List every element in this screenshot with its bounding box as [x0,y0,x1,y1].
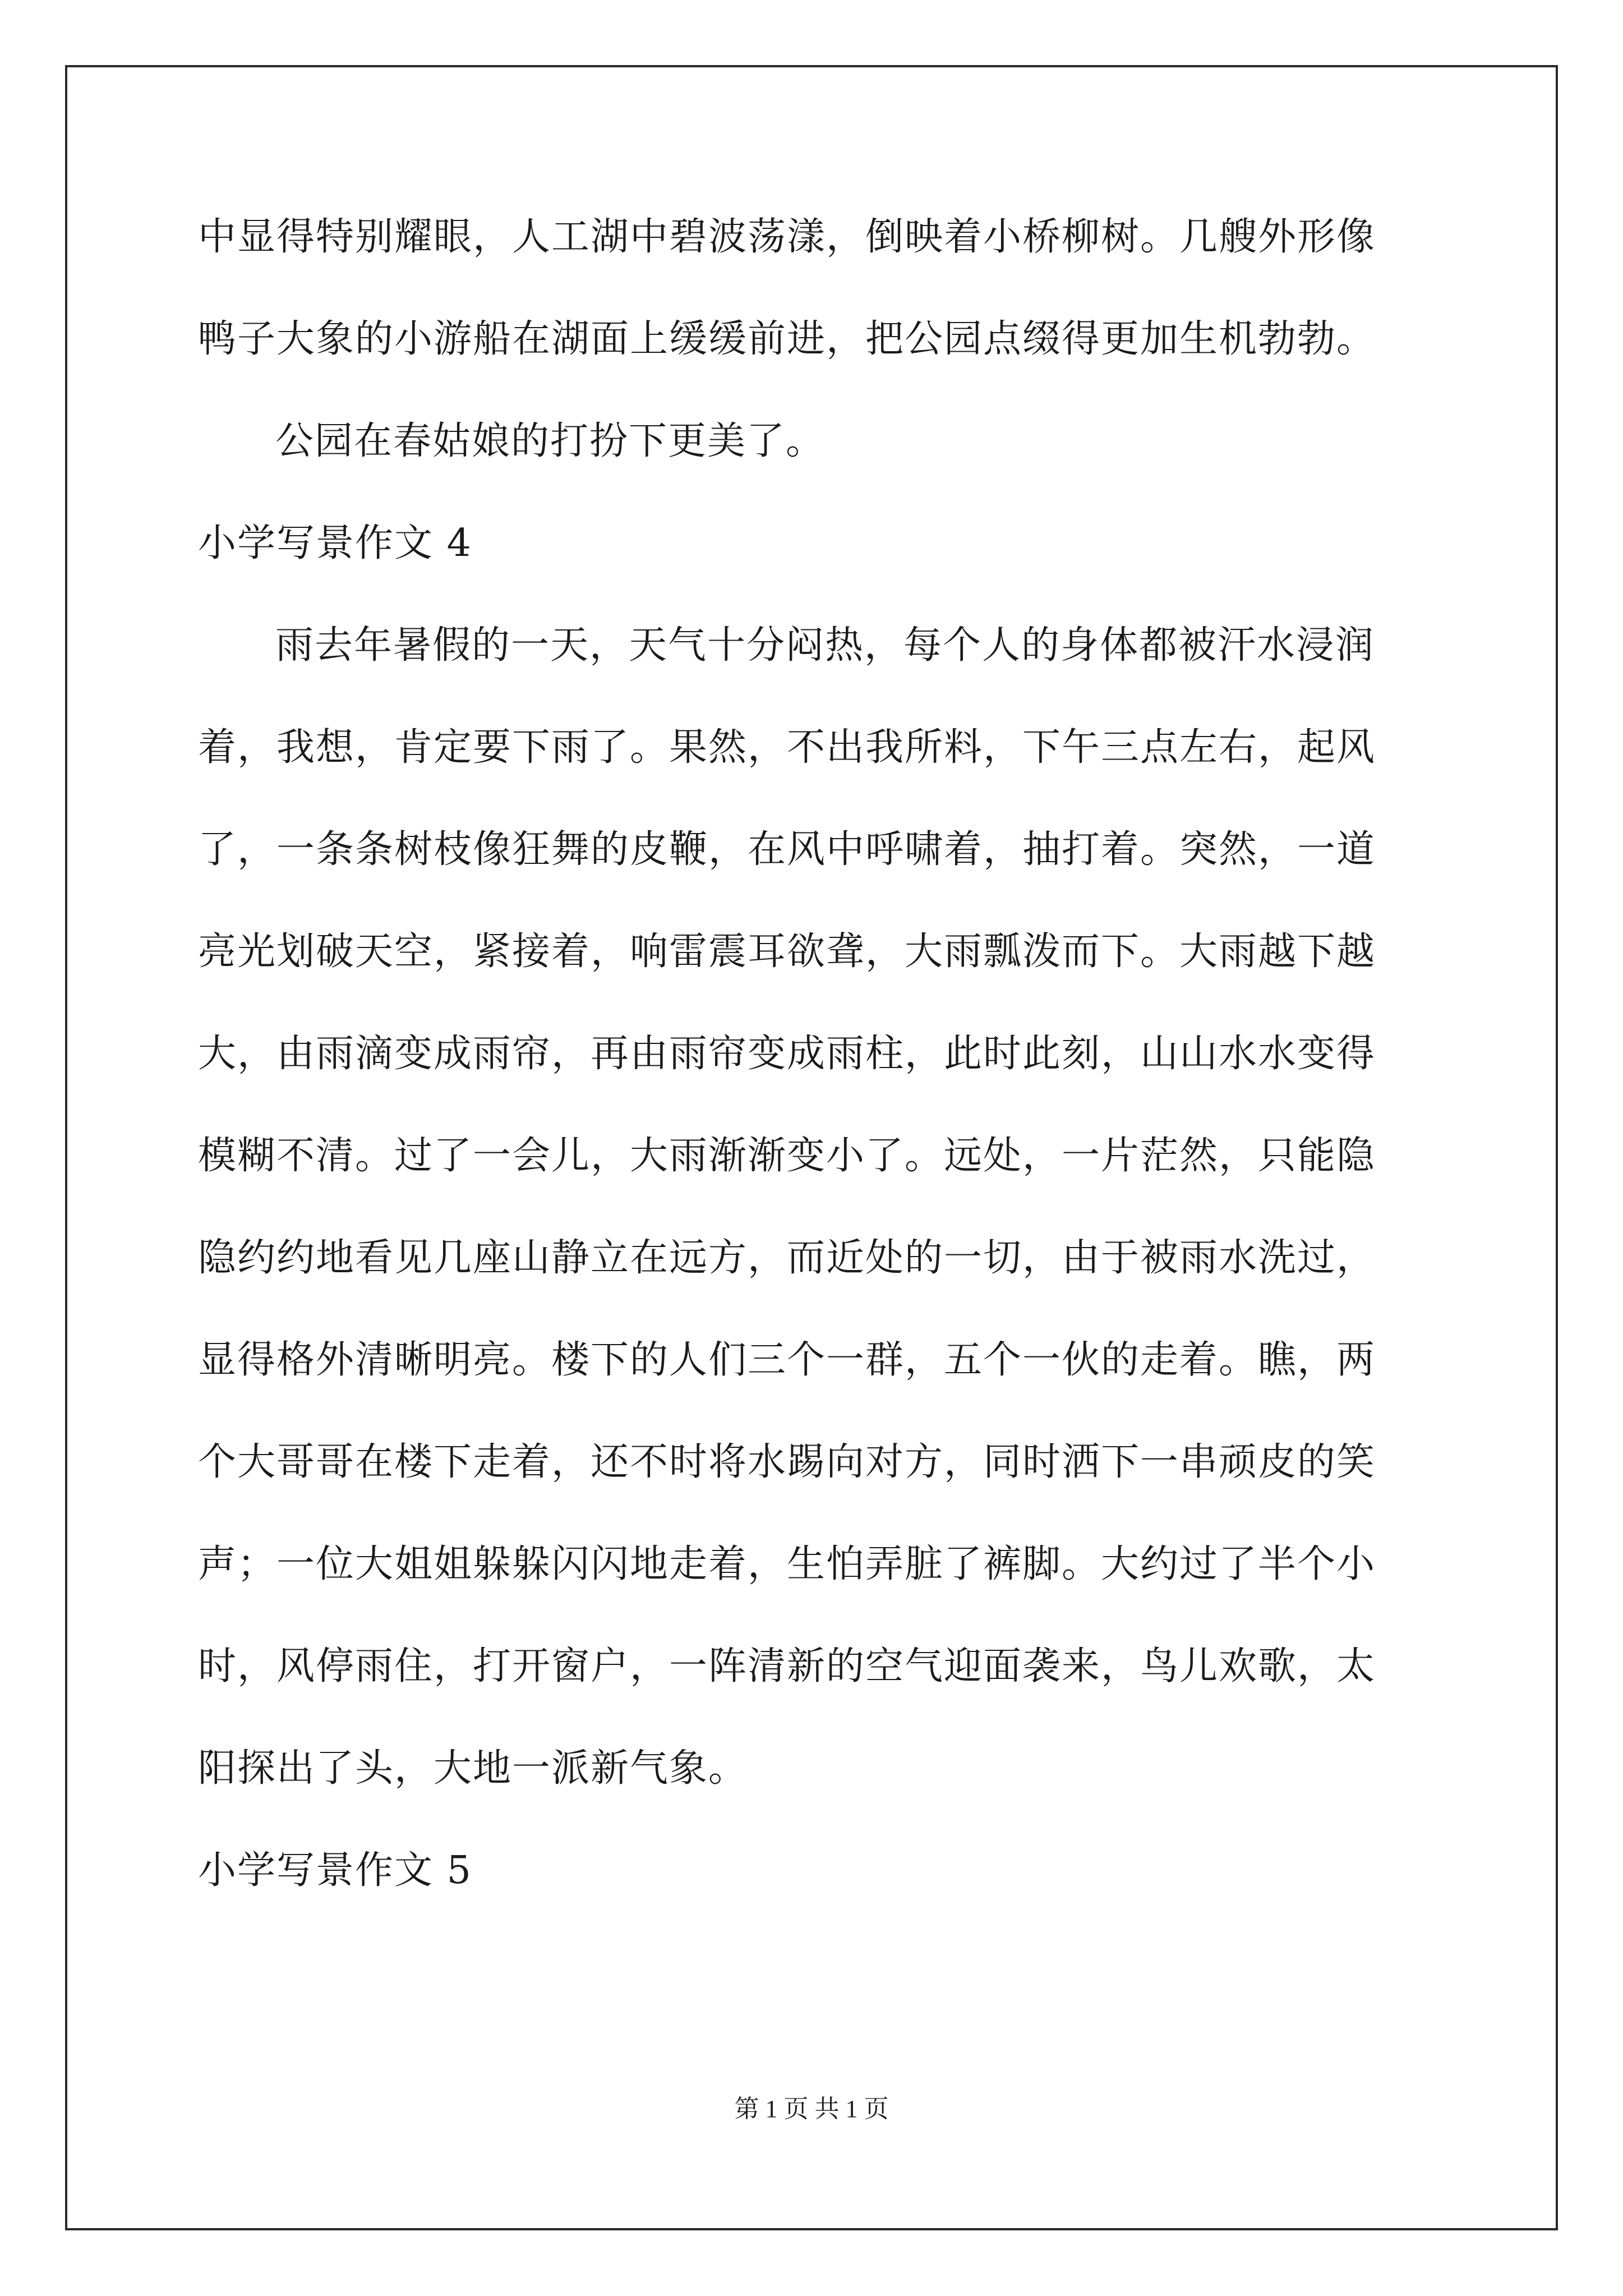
paragraph-line: 模糊不清。过了一会儿，大雨渐渐变小了。远处，一片茫然，只能隐 [198,1134,1376,1178]
paragraph-line: 雨去年暑假的一天，天气十分闷热，每个人的身体都被汗水浸润 [275,623,1375,668]
paragraph-line: 显得格外清晰明亮。楼下的人们三个一群，五个一伙的走着。瞧，两 [198,1338,1376,1382]
paragraph-line: 阳探出了头，大地一派新气象。 [198,1746,748,1791]
paragraph-line: 亮光划破天空，紧接着，响雷震耳欲聋，大雨瓢泼而下。大雨越下越 [198,930,1376,974]
paragraph-line: 个大哥哥在楼下走着，还不时将水踢向对方，同时洒下一串顽皮的笑 [198,1440,1376,1484]
document-body [198,210,1432,1946]
paragraph-line: 声；一位大姐姐躲躲闪闪地走着，生怕弄脏了裤脚。大约过了半个小 [198,1542,1376,1586]
paragraph-line: 了，一条条树枝像狂舞的皮鞭，在风中呼啸着，抽打着。突然，一道 [198,827,1376,872]
paragraph-line: 着，我想，肯定要下雨了。果然，不出我所料，下午三点左右，起风 [198,725,1376,770]
paragraph-line: 大，由雨滴变成雨帘，再由雨帘变成雨柱，此时此刻，山山水水变得 [198,1032,1376,1076]
paragraph-line: 公园在春姑娘的打扮下更美了。 [275,419,826,463]
paragraph-line: 隐约约地看见几座山静立在远方，而近处的一切，由于被雨水洗过， [198,1236,1376,1280]
paragraph-line: 中显得特别耀眼，人工湖中碧波荡漾，倒映着小桥柳树。几艘外形像 [198,215,1376,259]
section-heading: 小学写景作文 5 [198,1848,472,1893]
paragraph-line: 鸭子大象的小游船在湖面上缓缓前进，把公园点缀得更加生机勃勃。 [198,317,1376,361]
section-heading: 小学写景作文 4 [198,521,472,565]
page-number-footer: 第 1 页 共 1 页 [734,2095,889,2123]
paragraph-line: 时，风停雨住，打开窗户，一阵清新的空气迎面袭来，鸟儿欢歌，太 [198,1644,1376,1688]
